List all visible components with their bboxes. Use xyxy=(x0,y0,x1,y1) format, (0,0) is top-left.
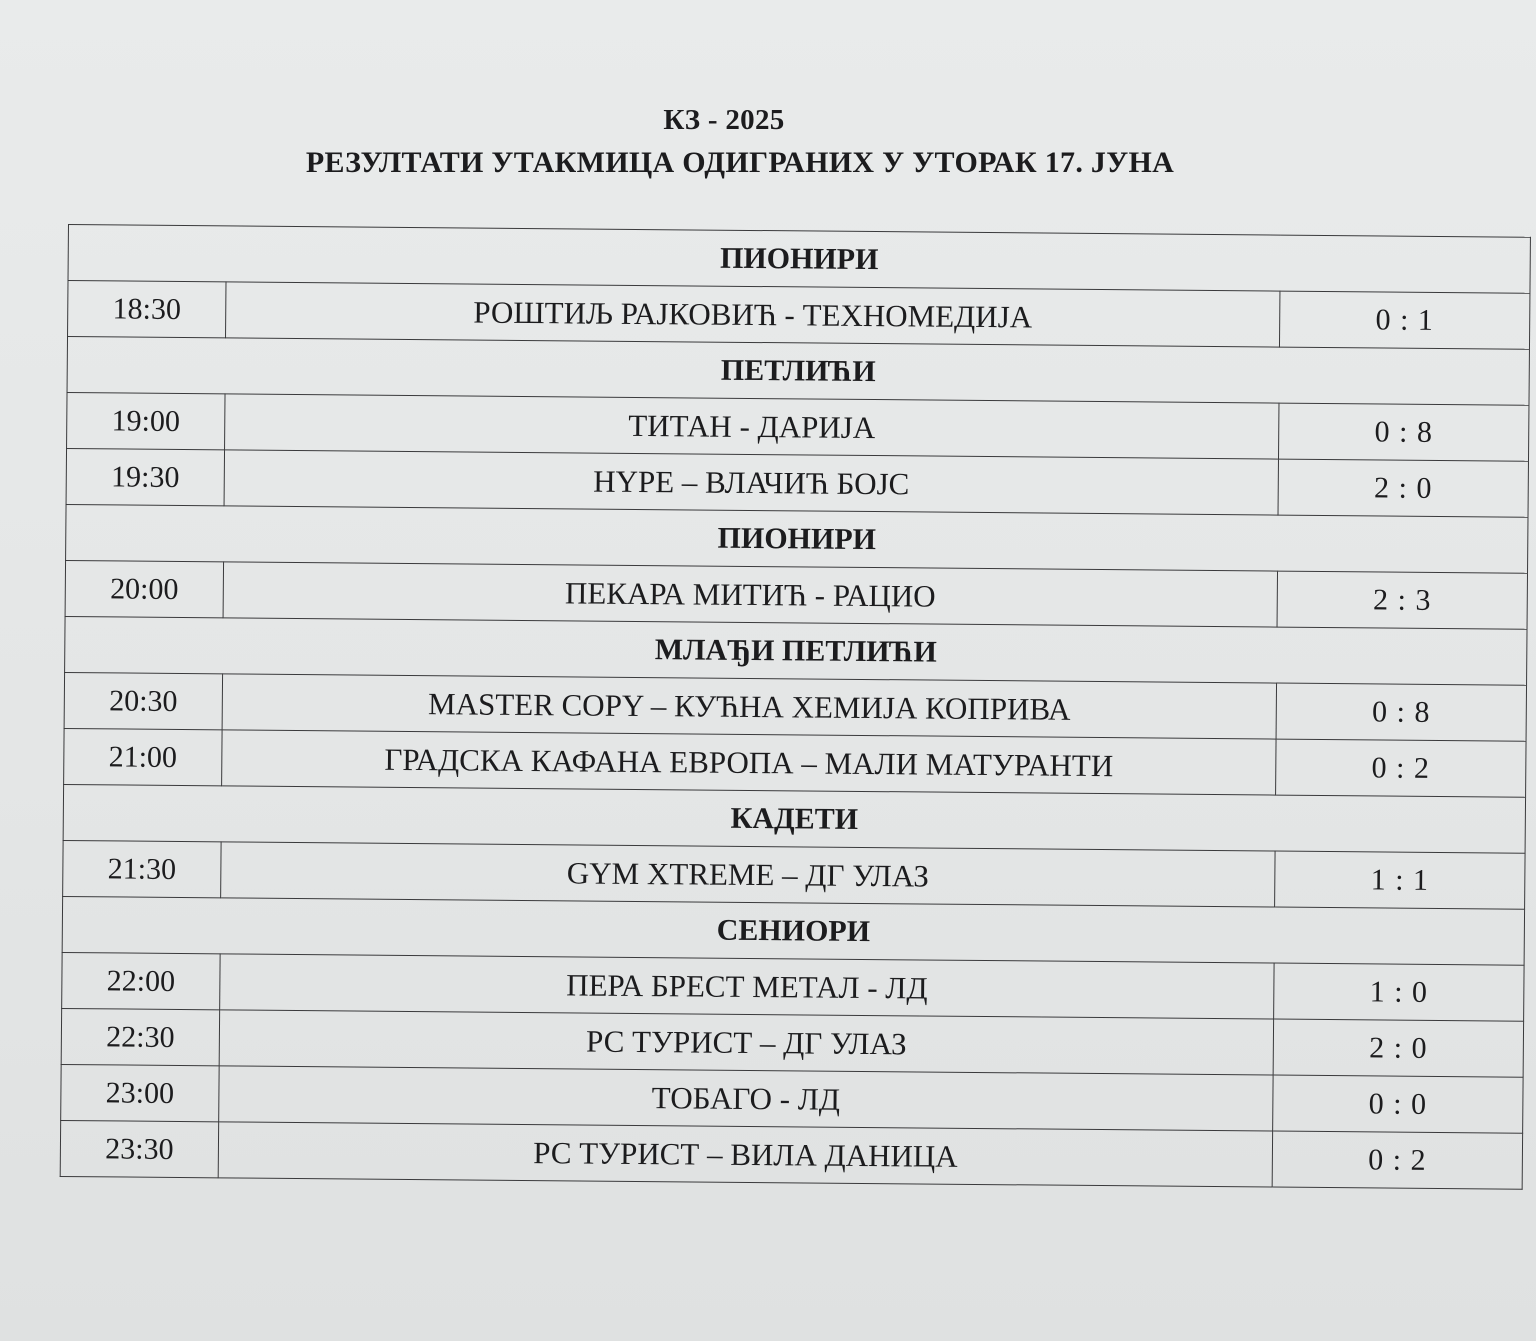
match-time: 21:30 xyxy=(63,840,221,897)
match-score: 0 : 2 xyxy=(1276,739,1526,797)
match-score: 0 : 0 xyxy=(1273,1075,1523,1133)
match-teams: ПЕКАРА МИТИЋ - РАЦИО xyxy=(223,562,1277,627)
section-name: ПЕТЛИЋИ xyxy=(67,337,1529,406)
match-row xyxy=(60,1120,1522,1189)
match-score: 0 : 8 xyxy=(1276,683,1526,741)
section-name: МЛАЂИ ПЕТЛИЋИ xyxy=(65,616,1527,685)
match-time: 20:30 xyxy=(64,672,222,729)
match-score: 2 : 0 xyxy=(1273,1019,1523,1077)
match-time: 23:30 xyxy=(60,1120,218,1177)
match-time: 18:30 xyxy=(68,281,226,338)
section-name: ПИОНИРИ xyxy=(68,225,1530,294)
match-score: 2 : 0 xyxy=(1278,459,1528,517)
match-score: 1 : 0 xyxy=(1274,963,1524,1021)
match-time: 20:00 xyxy=(65,560,223,617)
match-time: 21:00 xyxy=(64,728,222,785)
match-score: 0 : 1 xyxy=(1279,291,1529,349)
match-teams: ТИТАН - ДАРИЈА xyxy=(225,394,1279,459)
match-teams: РС ТУРИСТ – ВИЛА ДАНИЦА xyxy=(218,1122,1272,1187)
match-teams: MASTER COPY – КУЋНА ХЕМИЈА КОПРИВА xyxy=(222,674,1276,739)
document-subtitle: РЕЗУЛТАТИ УТАКМИЦА ОДИГРАНИХ У УТОРАК 17. ЈУНА xyxy=(305,146,1175,179)
match-time: 22:00 xyxy=(62,952,220,1009)
results-table-body xyxy=(60,225,1530,1190)
section-name: ПИОНИРИ xyxy=(66,504,1528,573)
match-teams: ТОБАГО - ЛД xyxy=(219,1066,1273,1131)
match-teams: РС ТУРИСТ – ДГ УЛАЗ xyxy=(219,1010,1273,1075)
match-teams: GYM XTREME – ДГ УЛАЗ xyxy=(221,842,1275,907)
document-title: КЗ - 2025 xyxy=(663,104,785,136)
results-table xyxy=(60,224,1531,1190)
match-score: 0 : 8 xyxy=(1278,403,1528,461)
match-score: 0 : 2 xyxy=(1272,1131,1522,1189)
match-time: 19:30 xyxy=(66,448,224,505)
match-score: 2 : 3 xyxy=(1277,571,1527,629)
match-score: 1 : 1 xyxy=(1275,851,1525,909)
section-name: СЕНИОРИ xyxy=(62,896,1524,965)
match-time: 19:00 xyxy=(67,392,225,449)
match-teams: ГРАДСКА КАФАНА ЕВРОПА – МАЛИ МАТУРАНТИ xyxy=(222,730,1276,795)
match-time: 23:00 xyxy=(61,1064,219,1121)
match-teams: HYPE – ВЛАЧИЋ БОЈС xyxy=(224,450,1278,515)
match-teams: ПЕРА БРЕСТ МЕТАЛ - ЛД xyxy=(220,954,1274,1019)
match-time: 22:30 xyxy=(61,1008,219,1065)
section-name: КАДЕТИ xyxy=(63,784,1525,853)
match-teams: РОШТИЉ РАЈКОВИЋ - ТЕХНОМЕДИЈА xyxy=(226,282,1280,347)
